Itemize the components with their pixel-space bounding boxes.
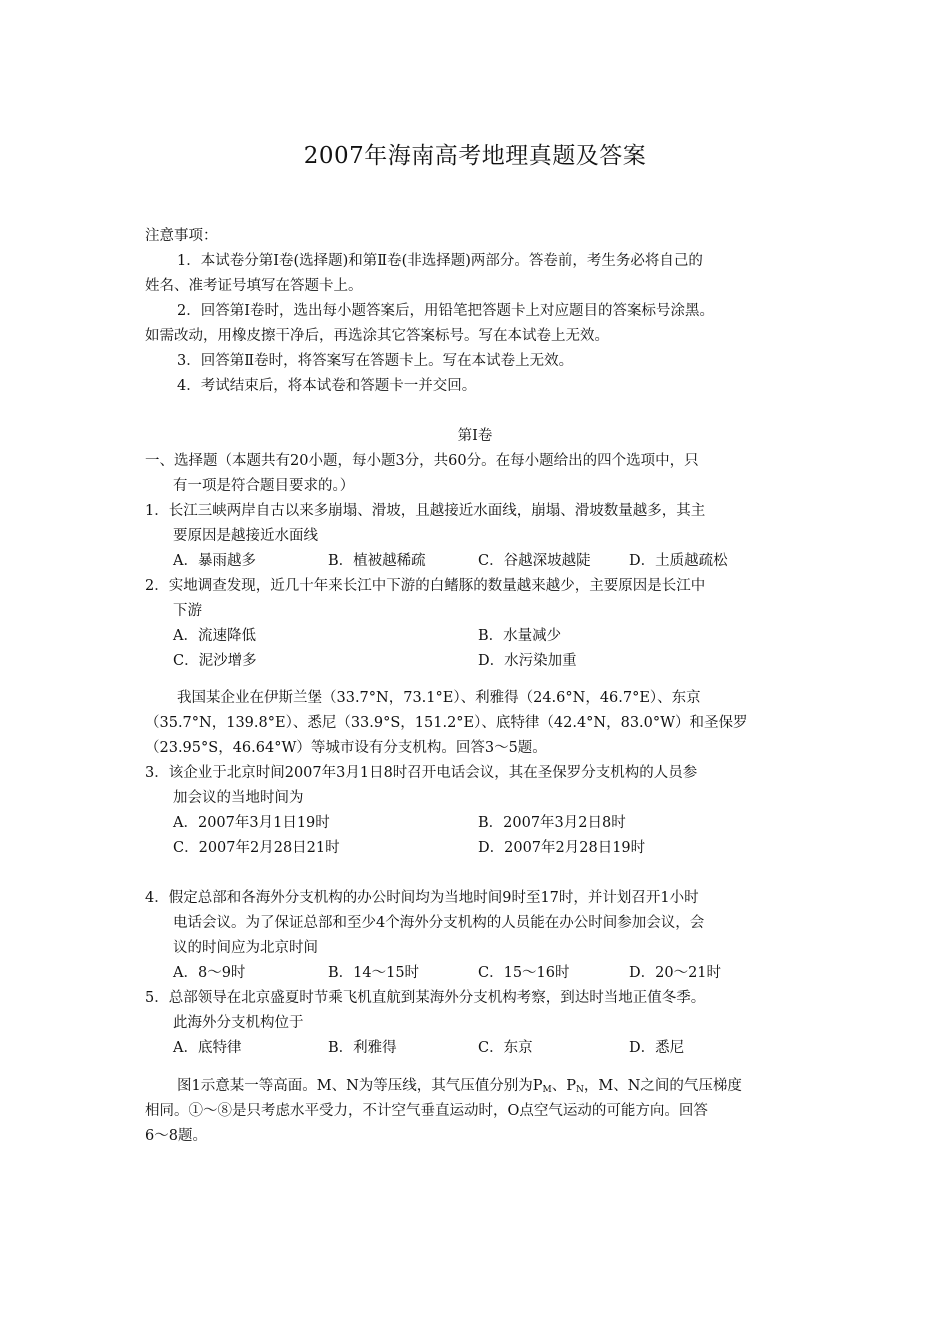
- q3-stem-b: 加会议的当地时间为: [173, 790, 304, 806]
- q4-stem-a: 4．假定总部和各海外分支机构的办公时间均为当地时间9时至17时，并计划召开1小时: [145, 890, 699, 906]
- q5-stem-a: 5．总部领导在北京盛夏时节乘飞机直航到某海外分支机构考察，到达时当地正值冬季。: [145, 990, 706, 1006]
- q4-stem-c: 议的时间应为北京时间: [173, 940, 318, 956]
- q5-option-b: B．利雅得: [328, 1040, 397, 1056]
- notice-heading: 注意事项：: [145, 228, 218, 244]
- q4-option-a: A．8～9时: [173, 965, 246, 981]
- passage2-text-post: ，M、N之间的气压梯度: [583, 1078, 742, 1094]
- section-instructions-b: 有一项是符合题目要求的。）: [173, 478, 355, 494]
- q4-option-d: D．20～21时: [629, 965, 722, 981]
- notice-item-3: 3．回答第Ⅱ卷时，将答案写在答题卡上。写在本试卷上无效。: [177, 353, 574, 369]
- volume-heading: 第Ⅰ卷: [457, 428, 493, 444]
- q2-option-d: D．水污染加重: [478, 653, 577, 669]
- q3-option-d: D．2007年2月28日19时: [478, 840, 646, 856]
- q3-stem-a: 3．该企业于北京时间2007年3月1日8时召开电话会议，其在圣保罗分支机构的人员参: [145, 765, 698, 781]
- page-title: 2007年海南高考地理真题及答案: [303, 143, 647, 169]
- notice-item-2a: 2．回答第Ⅰ卷时，选出每小题答案后，用铅笔把答题卡上对应题目的答案标号涂黑。: [177, 303, 714, 319]
- notice-item-1b: 姓名、准考证号填写在答题卡上。: [145, 278, 363, 294]
- q3-option-a: A．2007年3月1日19时: [173, 815, 330, 831]
- passage2-separator: 、P: [551, 1078, 576, 1094]
- q5-option-a: A．底特律: [173, 1040, 242, 1056]
- q4-stem-b: 电话会议。为了保证总部和至少4个海外分支机构的人员能在办公时间参加会议，会: [173, 915, 705, 931]
- passage1-line-b: （35.7°N，139.8°E）、悉尼（33.9°S，151.2°E）、底特律（42.4°N，83.0°W）和圣保罗: [145, 715, 748, 731]
- notice-item-2b: 如需改动，用橡皮擦干净后，再选涂其它答案标号。写在本试卷上无效。: [145, 328, 609, 344]
- q2-stem-b: 下游: [173, 603, 202, 619]
- q1-option-b: B．植被越稀疏: [328, 553, 426, 569]
- q4-option-c: C．15～16时: [478, 965, 570, 981]
- q5-option-c: C．东京: [478, 1040, 533, 1056]
- q2-option-b: B．水量减少: [478, 628, 562, 644]
- q5-option-d: D．悉尼: [629, 1040, 685, 1056]
- notice-item-1a: 1．本试卷分第Ⅰ卷(选择题)和第Ⅱ卷(非选择题)两部分。答卷前，考生务必将自己的: [177, 253, 703, 269]
- q1-stem-a: 1．长江三峡两岸自古以来多崩塌、滑坡，且越接近水面线，崩塌、滑坡数量越多，其主: [145, 503, 706, 519]
- passage1-line-a: 我国某企业在伊斯兰堡（33.7°N，73.1°E）、利雅得（24.6°N，46.7°E）、东京: [177, 690, 701, 706]
- q1-option-d: D．土质越疏松: [629, 553, 728, 569]
- passage2-line-c: 6～8题。: [145, 1128, 207, 1144]
- q5-stem-b: 此海外分支机构位于: [173, 1015, 304, 1031]
- q1-stem-b: 要原因是越接近水面线: [173, 528, 318, 544]
- q1-option-c: C．谷越深坡越陡: [478, 553, 591, 569]
- section-instructions-a: 一、选择题（本题共有20小题，每小题3分，共60分。在每小题给出的四个选项中，只: [145, 453, 699, 469]
- q1-option-a: A．暴雨越多: [173, 553, 256, 569]
- q3-option-b: B．2007年3月2日8时: [478, 815, 626, 831]
- passage2-line-b: 相同。①～⑧是只考虑水平受力，不计空气垂直运动时，O点空气运动的可能方向。回答: [145, 1103, 708, 1119]
- pm-subscript: M: [542, 1085, 552, 1095]
- q2-option-c: C．泥沙增多: [173, 653, 257, 669]
- pn-subscript: N: [576, 1085, 584, 1095]
- notice-item-4: 4．考试结束后，将本试卷和答题卡一并交回。: [177, 378, 477, 394]
- passage1-line-c: （23.95°S，46.64°W）等城市设有分支机构。回答3～5题。: [145, 740, 547, 756]
- q2-stem-a: 2．实地调查发现，近几十年来长江中下游的白鳍豚的数量越来越少，主要原因是长江中: [145, 578, 706, 594]
- passage2-text-pre: 图1示意某一等高面。M、N为等压线，其气压值分别为P: [177, 1078, 543, 1094]
- q3-option-c: C．2007年2月28日21时: [173, 840, 340, 856]
- q4-option-b: B．14～15时: [328, 965, 420, 981]
- passage2-line-a: [177, 1076, 742, 1100]
- q2-option-a: A．流速降低: [173, 628, 256, 644]
